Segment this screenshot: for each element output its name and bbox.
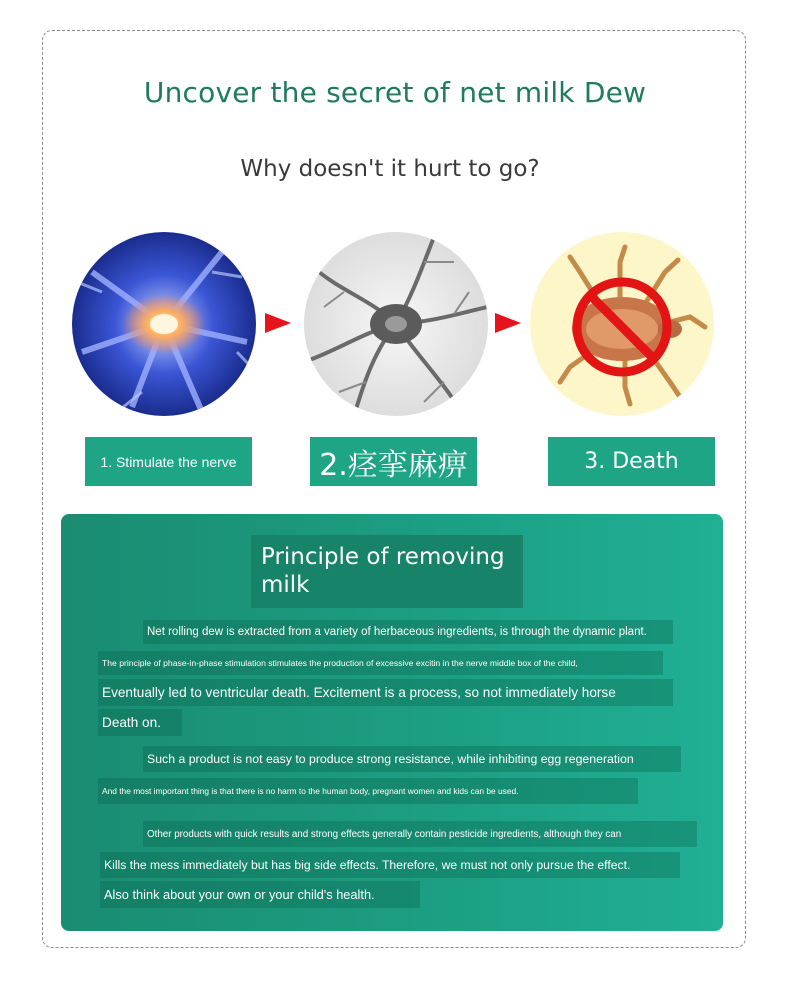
principle-line: The principle of phase-in-phase stimulation stimulates the production of excessive excitin in the nerve middle box of the child, [98,651,663,675]
principle-line: Death on. [98,709,182,736]
principle-line: Net rolling dew is extracted from a variety of herbaceous ingredients, is through the dynamic plant. [143,620,673,644]
step-3-text: 3. Death [584,449,679,474]
step-2-text: 2.痉挛麻痹 [319,447,468,483]
principle-line: Other products with quick results and strong effects generally contain pesticide ingredients, although they can [143,821,697,847]
mite-prohibited-image [530,232,714,416]
step-1-text: 1. Stimulate the nerve [100,453,237,470]
principle-line: Also think about your own or your child's health. [100,881,420,908]
step-2-label [310,437,477,486]
nerve-cell-image [72,232,256,416]
arrow-right-icon [495,313,521,333]
page-title: Uncover the secret of net milk Dew [143,76,647,109]
step-1-label [85,437,252,486]
principle-line: Such a product is not easy to produce strong resistance, while inhibiting egg regeneration [143,746,681,772]
step-3-label [548,437,715,486]
principle-line: Kills the mess immediately but has big side effects. Therefore, we must not only pursue the effect. [100,852,680,878]
principle-line: And the most important thing is that there is no harm to the human body, pregnant women and kids can be used. [98,778,638,804]
arrow-right-icon [265,313,291,333]
neuron-image [304,232,488,416]
page-subtitle: Why doesn't it hurt to go? [240,156,540,182]
principle-title: Principle of removing milk [251,535,523,608]
principle-line: Eventually led to ventricular death. Excitement is a process, so not immediately horse [98,679,673,706]
